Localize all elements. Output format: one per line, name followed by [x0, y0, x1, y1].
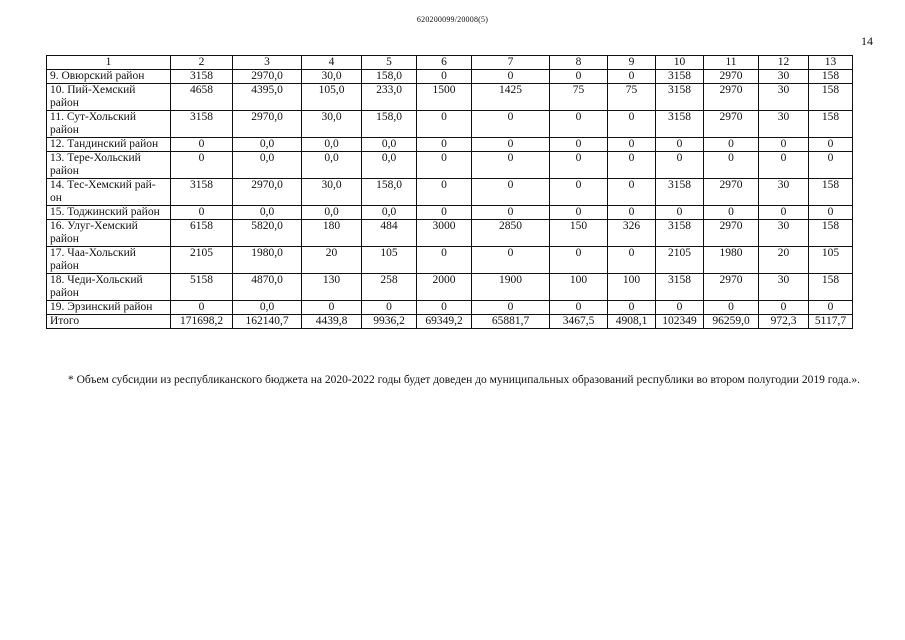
value-cell: 0: [472, 70, 550, 84]
value-cell: 20: [759, 247, 809, 274]
table-row: [47, 179, 853, 206]
value-cell: 0: [608, 138, 656, 152]
value-cell: 30: [759, 274, 809, 301]
district-name-cell: 14. Тес-Хемский рай-он: [47, 179, 171, 206]
value-cell: 0: [472, 301, 550, 315]
column-header: 9: [608, 56, 656, 70]
district-name-cell: 17. Чаа-Хольский район: [47, 247, 171, 274]
column-header: 5: [362, 56, 417, 70]
value-cell: 150: [550, 220, 608, 247]
column-header: 13: [809, 56, 853, 70]
value-cell: 0: [550, 152, 608, 179]
value-cell: 2850: [472, 220, 550, 247]
table-row: [47, 315, 853, 329]
value-cell: 158: [809, 70, 853, 84]
value-cell: 0: [656, 152, 704, 179]
value-cell: 0,0: [302, 152, 362, 179]
value-cell: 105: [809, 247, 853, 274]
value-cell: 158: [809, 84, 853, 111]
table-header-row: [47, 56, 853, 70]
value-cell: 4908,1: [608, 315, 656, 329]
value-cell: 0: [759, 206, 809, 220]
value-cell: 0: [472, 138, 550, 152]
value-cell: 158,0: [362, 111, 417, 138]
value-cell: 69349,2: [417, 315, 472, 329]
value-cell: 2970,0: [233, 70, 302, 84]
value-cell: 9936,2: [362, 315, 417, 329]
value-cell: 130: [302, 274, 362, 301]
value-cell: 4395,0: [233, 84, 302, 111]
value-cell: 0: [608, 152, 656, 179]
district-name-cell: 16. Улуг-Хемский район: [47, 220, 171, 247]
value-cell: 30: [759, 84, 809, 111]
value-cell: 0: [704, 206, 759, 220]
value-cell: 0: [550, 111, 608, 138]
value-cell: 102349: [656, 315, 704, 329]
value-cell: 3467,5: [550, 315, 608, 329]
value-cell: 0: [417, 301, 472, 315]
value-cell: 158: [809, 179, 853, 206]
value-cell: 1900: [472, 274, 550, 301]
table-row: [47, 274, 853, 301]
value-cell: 2970: [704, 274, 759, 301]
value-cell: 105,0: [302, 84, 362, 111]
value-cell: 0: [550, 138, 608, 152]
value-cell: 20: [302, 247, 362, 274]
district-name-cell: 10. Пий-Хемский район: [47, 84, 171, 111]
value-cell: 0: [417, 138, 472, 152]
value-cell: 3158: [656, 274, 704, 301]
column-header: 2: [171, 56, 233, 70]
value-cell: 0: [550, 70, 608, 84]
value-cell: 0: [704, 152, 759, 179]
table-row: [47, 301, 853, 315]
column-header: 6: [417, 56, 472, 70]
column-header: 3: [233, 56, 302, 70]
value-cell: 0: [417, 111, 472, 138]
value-cell: 0,0: [233, 206, 302, 220]
value-cell: 0: [472, 206, 550, 220]
table-row: [47, 70, 853, 84]
value-cell: 2970,0: [233, 179, 302, 206]
value-cell: 4870,0: [233, 274, 302, 301]
value-cell: 3158: [171, 111, 233, 138]
value-cell: 0: [759, 152, 809, 179]
value-cell: 0: [472, 247, 550, 274]
value-cell: 0: [759, 138, 809, 152]
value-cell: 0: [417, 152, 472, 179]
value-cell: 100: [550, 274, 608, 301]
value-cell: 0: [171, 152, 233, 179]
value-cell: 3158: [656, 111, 704, 138]
table-row: [47, 84, 853, 111]
value-cell: 162140,7: [233, 315, 302, 329]
document-id: 620200099/20008(5): [416, 15, 489, 24]
value-cell: 0: [550, 206, 608, 220]
district-name-cell: 12. Тандинский район: [47, 138, 171, 152]
value-cell: 0: [417, 206, 472, 220]
value-cell: 5820,0: [233, 220, 302, 247]
value-cell: 972,3: [759, 315, 809, 329]
value-cell: 65881,7: [472, 315, 550, 329]
value-cell: 30,0: [302, 70, 362, 84]
value-cell: 100: [608, 274, 656, 301]
column-header: 4: [302, 56, 362, 70]
table-row: [47, 111, 853, 138]
value-cell: 171698,2: [171, 315, 233, 329]
value-cell: 30: [759, 179, 809, 206]
district-name-cell: 11. Сут-Хольский район: [47, 111, 171, 138]
table-row: [47, 206, 853, 220]
value-cell: 3158: [656, 70, 704, 84]
value-cell: 0: [472, 111, 550, 138]
value-cell: 2970: [704, 111, 759, 138]
value-cell: 0,0: [362, 138, 417, 152]
value-cell: 484: [362, 220, 417, 247]
value-cell: 3158: [171, 70, 233, 84]
value-cell: 0: [171, 301, 233, 315]
value-cell: 0: [809, 152, 853, 179]
value-cell: 2970: [704, 84, 759, 111]
district-name-cell: Итого: [47, 315, 171, 329]
value-cell: 4658: [171, 84, 233, 111]
value-cell: 158: [809, 220, 853, 247]
table-row: [47, 138, 853, 152]
value-cell: 5117,7: [809, 315, 853, 329]
value-cell: 0: [417, 70, 472, 84]
value-cell: 0: [704, 301, 759, 315]
value-cell: 0: [809, 301, 853, 315]
value-cell: 180: [302, 220, 362, 247]
value-cell: 0: [302, 301, 362, 315]
column-header: 10: [656, 56, 704, 70]
value-cell: 0: [472, 179, 550, 206]
value-cell: 0: [550, 247, 608, 274]
value-cell: 2970: [704, 179, 759, 206]
value-cell: 158,0: [362, 70, 417, 84]
value-cell: 0: [417, 247, 472, 274]
value-cell: 1500: [417, 84, 472, 111]
value-cell: 1980: [704, 247, 759, 274]
table-row: [47, 247, 853, 274]
district-name-cell: 9. Овюрский район: [47, 70, 171, 84]
value-cell: 0: [550, 301, 608, 315]
value-cell: 1980,0: [233, 247, 302, 274]
value-cell: 3158: [656, 220, 704, 247]
value-cell: 258: [362, 274, 417, 301]
value-cell: 233,0: [362, 84, 417, 111]
value-cell: 0,0: [233, 301, 302, 315]
table-row: [47, 152, 853, 179]
value-cell: 3158: [656, 84, 704, 111]
value-cell: 0: [656, 138, 704, 152]
value-cell: 0: [417, 179, 472, 206]
page-number: 14: [861, 34, 873, 48]
value-cell: 30,0: [302, 111, 362, 138]
value-cell: 0: [704, 138, 759, 152]
value-cell: 2105: [171, 247, 233, 274]
value-cell: 0: [809, 138, 853, 152]
value-cell: 158: [809, 274, 853, 301]
value-cell: 0,0: [362, 152, 417, 179]
value-cell: 0: [656, 206, 704, 220]
value-cell: 2000: [417, 274, 472, 301]
value-cell: 105: [362, 247, 417, 274]
value-cell: 3158: [171, 179, 233, 206]
value-cell: 6158: [171, 220, 233, 247]
value-cell: 2105: [656, 247, 704, 274]
column-header: 1: [47, 56, 171, 70]
subsidy-table: [46, 55, 853, 329]
column-header: 8: [550, 56, 608, 70]
value-cell: 3000: [417, 220, 472, 247]
value-cell: 3158: [656, 179, 704, 206]
value-cell: 30: [759, 70, 809, 84]
value-cell: 30: [759, 220, 809, 247]
value-cell: 2970: [704, 70, 759, 84]
footnote: * Объем субсидии из республиканского бюджета на 2020-2022 годы будет доведен до муниципальных образований республики во втором полугодии 2019 года.».: [68, 374, 861, 386]
value-cell: 0,0: [233, 138, 302, 152]
value-cell: 96259,0: [704, 315, 759, 329]
value-cell: 1425: [472, 84, 550, 111]
value-cell: 4439,8: [302, 315, 362, 329]
value-cell: 0,0: [233, 152, 302, 179]
column-header: 11: [704, 56, 759, 70]
value-cell: 0: [472, 152, 550, 179]
value-cell: 0: [759, 301, 809, 315]
value-cell: 0: [608, 206, 656, 220]
table-row: [47, 220, 853, 247]
value-cell: 2970: [704, 220, 759, 247]
value-cell: 0: [656, 301, 704, 315]
value-cell: 0: [608, 111, 656, 138]
value-cell: 0: [608, 301, 656, 315]
value-cell: 5158: [171, 274, 233, 301]
value-cell: 0,0: [362, 206, 417, 220]
value-cell: 0: [171, 206, 233, 220]
table-body: [47, 70, 853, 329]
value-cell: 326: [608, 220, 656, 247]
value-cell: 0: [171, 138, 233, 152]
column-header: 7: [472, 56, 550, 70]
value-cell: 0: [550, 179, 608, 206]
value-cell: 158,0: [362, 179, 417, 206]
value-cell: 0: [608, 179, 656, 206]
value-cell: 0: [608, 70, 656, 84]
district-name-cell: 15. Тоджинский район: [47, 206, 171, 220]
value-cell: 75: [608, 84, 656, 111]
value-cell: 30: [759, 111, 809, 138]
value-cell: 0,0: [302, 206, 362, 220]
value-cell: 75: [550, 84, 608, 111]
district-name-cell: 19. Эрзинский район: [47, 301, 171, 315]
value-cell: 0: [362, 301, 417, 315]
value-cell: 0: [809, 206, 853, 220]
value-cell: 0,0: [302, 138, 362, 152]
value-cell: 30,0: [302, 179, 362, 206]
value-cell: 0: [608, 247, 656, 274]
district-name-cell: 13. Тере-Хольский район: [47, 152, 171, 179]
district-name-cell: 18. Чеди-Хольский район: [47, 274, 171, 301]
value-cell: 2970,0: [233, 111, 302, 138]
value-cell: 158: [809, 111, 853, 138]
column-header: 12: [759, 56, 809, 70]
